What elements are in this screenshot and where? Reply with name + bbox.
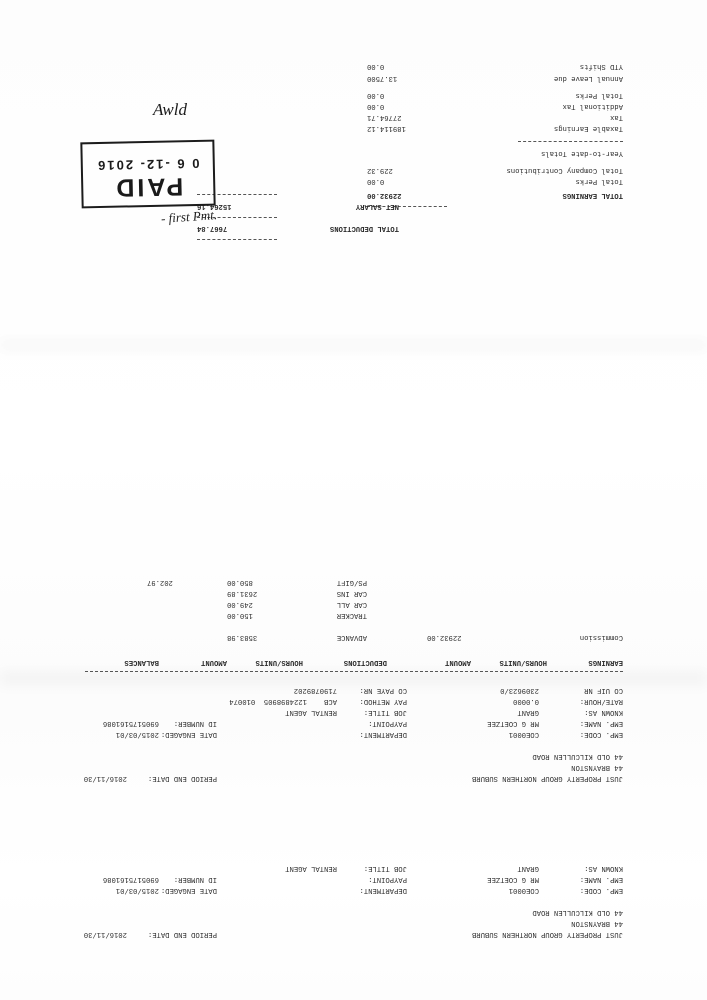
dup-address-line1: 44 BRAYNSTON <box>571 919 623 927</box>
ytd-divider <box>518 141 623 142</box>
additional-tax-value: 0.00 <box>367 102 385 110</box>
id-number-label: ID NUMBER: <box>173 719 217 727</box>
dup-id-number-label: ID NUMBER: <box>173 875 217 883</box>
co-paye-value: 7190789202 <box>293 686 337 694</box>
employer-name: JUST PROPERTY GROUP NORTHERN SUBURB <box>472 774 623 782</box>
employer-address-line2: 44 OLD KILCULLEN ROAD <box>532 752 623 760</box>
dup-emp-code-value: COE0001 <box>508 886 539 894</box>
ytd-shifts-label: YTD Shifts <box>579 62 623 70</box>
total-earnings-label: TOTAL EARNINGS <box>562 191 623 199</box>
table-header-balances: BALANCES <box>124 658 159 666</box>
dup-period-end-label: PERIOD END DATE: <box>147 930 217 938</box>
emp-code-label: EMP. CODE: <box>579 730 623 738</box>
deduction-amount: 850.00 <box>227 578 253 586</box>
additional-tax-label: Additional Tax <box>562 102 623 110</box>
rate-hour-label: RATE/HOUR: <box>579 697 623 705</box>
pay-method-label: PAY METHOD: <box>359 697 407 705</box>
dup-known-as-value: GRANT <box>517 864 539 872</box>
earnings-amount: 22932.00 <box>427 633 462 641</box>
dup-job-title-label: JOB TITLE: <box>363 864 407 872</box>
total-earnings-value: 22932.00 <box>367 191 402 199</box>
table-header-hours-units: HOURS/UNITS <box>499 658 547 666</box>
tax-label: Tax <box>610 113 623 121</box>
scan-artifact <box>0 340 707 350</box>
deduction-label: CAR INS <box>336 589 367 597</box>
dup-date-engaged-value: 2015/03/01 <box>115 886 159 894</box>
deduction-label: PS/GIFT <box>336 578 367 586</box>
known-as-label: KNOWN AS: <box>584 708 623 716</box>
table-header-earnings: EARNINGS <box>588 658 623 666</box>
pay-method-value: ACB <box>324 697 337 705</box>
signature: Awld <box>152 100 187 119</box>
taxable-earnings-label: Taxable Earnings <box>553 124 623 132</box>
co-uif-label: CO UIF NR <box>584 686 623 694</box>
department-label: DEPARTMENT: <box>359 730 407 738</box>
paid-stamp <box>80 140 215 209</box>
paypoint-label: PAYPOINT: <box>368 719 407 727</box>
period-end-label: PERIOD END DATE: <box>147 774 217 782</box>
dup-job-title-value: RENTAL AGENT <box>285 864 337 872</box>
dup-id-number-value: 6905175161086 <box>102 875 159 883</box>
rate-hour-value: 0.0000 <box>513 697 539 705</box>
total-company-contributions-value: 229.32 <box>367 166 393 174</box>
co-uif-value: 2309623/0 <box>500 686 539 694</box>
job-title-value: RENTAL AGENT <box>285 708 337 716</box>
table-header-amount-2: AMOUNT <box>201 658 227 666</box>
deduction-label: TRACKER <box>336 611 367 619</box>
emp-name-value: MR G COETZEE <box>487 719 539 727</box>
dup-employer-name: JUST PROPERTY GROUP NORTHERN SUBURB <box>472 930 623 938</box>
total-perks-label: Total Perks <box>575 177 623 185</box>
ytd-header: Year-to-date Totals <box>541 149 623 157</box>
table-header-amount: AMOUNT <box>445 658 471 666</box>
emp-name-label: EMP. NAME: <box>579 719 623 727</box>
deductions-total-divider <box>197 239 277 240</box>
dup-emp-name-label: EMP. NAME: <box>579 875 623 883</box>
co-paye-label: CO PAYE NR: <box>359 686 407 694</box>
deduction-amount: 150.00 <box>227 611 253 619</box>
employer-address-line1: 44 BRAYNSTON <box>571 763 623 771</box>
period-end-value: 2016/11/30 <box>83 774 127 782</box>
deduction-amount: 3583.98 <box>227 633 258 641</box>
total-deductions-value: 7667.84 <box>197 224 228 232</box>
net-salary-value: 15264.16 <box>197 202 232 210</box>
earnings-label: Commission <box>579 633 623 641</box>
total-perks-ytd-value: 0.00 <box>367 91 385 99</box>
annual-leave-value: 13.7500 <box>367 74 398 82</box>
tax-value: 27764.71 <box>367 113 402 121</box>
table-header-hours-units-2: HOURS/UNITS <box>255 658 303 666</box>
paid-stamp-date: 0 6 -12- 2016 <box>95 155 200 174</box>
known-as-value: GRANT <box>517 708 539 716</box>
date-engaged-label: DATE ENGAGED: <box>160 730 217 738</box>
dup-paypoint-label: PAYPOINT: <box>368 875 407 883</box>
total-company-contributions-label: Total Company Contributions <box>506 166 623 174</box>
job-title-label: JOB TITLE: <box>363 708 407 716</box>
dup-date-engaged-label: DATE ENGAGED: <box>160 886 217 894</box>
id-number-value: 6905175161086 <box>102 719 159 727</box>
table-header-deductions: DEDUCTIONS <box>343 658 387 666</box>
handwritten-note: - first Pmt. <box>160 207 218 226</box>
emp-code-value: COE0001 <box>508 730 539 738</box>
dup-address-line2: 44 OLD KILCULLEN ROAD <box>532 908 623 916</box>
dup-emp-name-value: MR G COETZEE <box>487 875 539 883</box>
deduction-label: CAR ALL <box>336 600 367 608</box>
annual-leave-label: Annual Leave due <box>553 74 623 82</box>
table-header-divider <box>85 671 623 672</box>
ytd-shifts-value: 0.00 <box>367 62 385 70</box>
deduction-label: ADVANCE <box>336 633 367 641</box>
dup-department-label: DEPARTMENT: <box>359 886 407 894</box>
total-perks-value: 0.00 <box>367 177 385 185</box>
net-salary-label: NET SALARY <box>355 202 399 210</box>
scan-artifact <box>0 671 707 685</box>
taxable-earnings-value: 189114.12 <box>367 124 406 132</box>
dup-known-as-label: KNOWN AS: <box>584 864 623 872</box>
date-engaged-value: 2015/03/01 <box>115 730 159 738</box>
deduction-amount: 249.00 <box>227 600 253 608</box>
dup-emp-code-label: EMP. CODE: <box>579 886 623 894</box>
total-deductions-label: TOTAL DEDUCTIONS <box>329 224 399 232</box>
dup-period-end-value: 2016/11/30 <box>83 930 127 938</box>
total-perks-ytd-label: Total Perks <box>575 91 623 99</box>
extra-reference: 1224898905 010074 <box>229 697 307 705</box>
deduction-amount: 2631.89 <box>227 589 258 597</box>
paid-stamp-label: PAID <box>113 172 184 202</box>
deduction-balance: 202.97 <box>147 578 173 586</box>
